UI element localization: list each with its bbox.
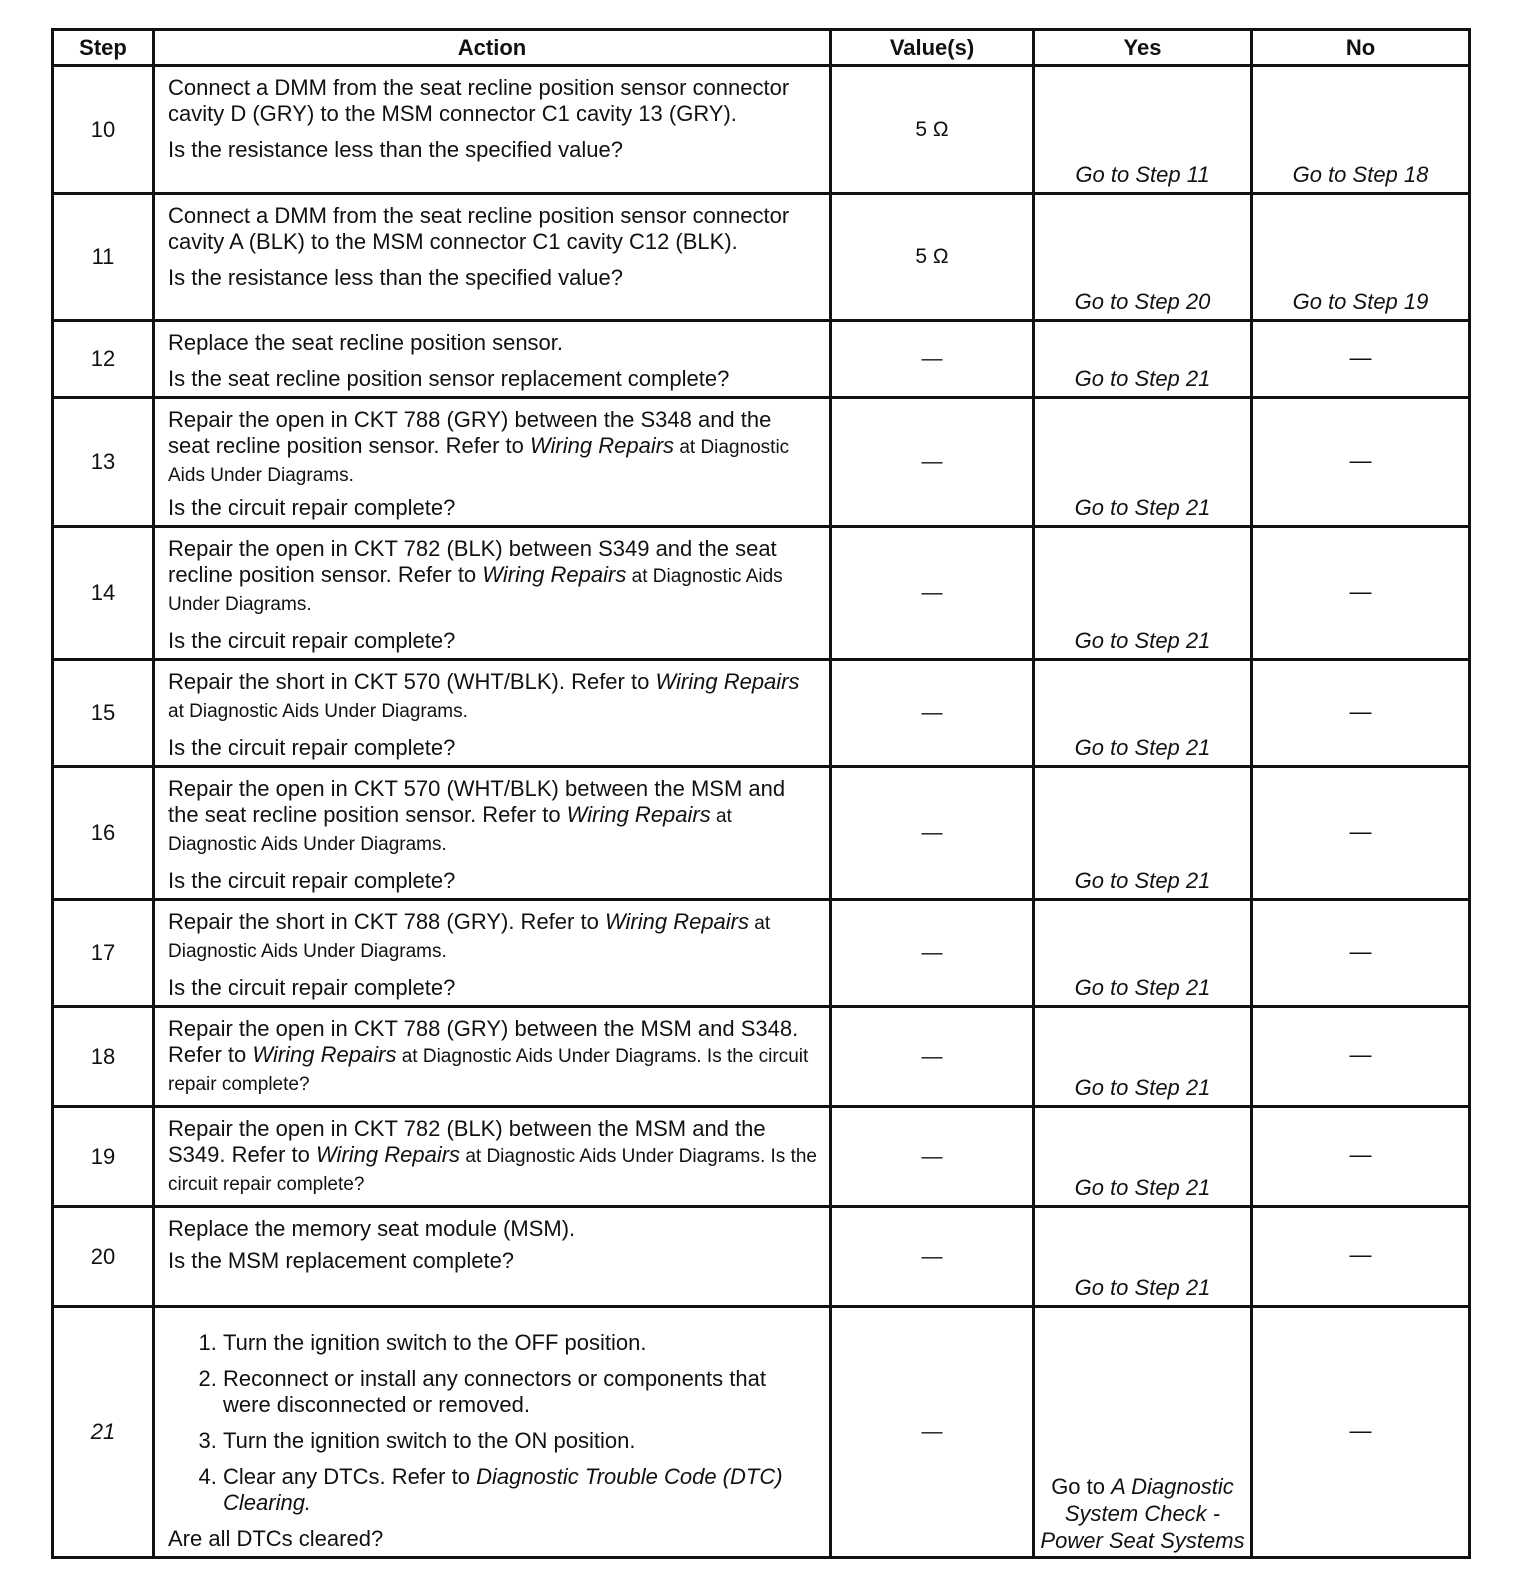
step-number: 21 <box>53 1307 154 1558</box>
yes-cell: Go to Step 21 <box>1034 1207 1252 1307</box>
value-cell: — <box>831 1107 1034 1207</box>
action-cell <box>154 767 831 900</box>
step-number: 15 <box>53 660 154 767</box>
action-question: Is the circuit repair complete? <box>168 628 456 653</box>
action-text: Connect a DMM from the seat recline position sensor connector cavity D (GRY) to the MSM connector C1 cavity 13 (GRY). <box>168 75 790 126</box>
value-cell: 5 Ω <box>831 66 1034 194</box>
action-text: Connect a DMM from the seat recline position sensor connector cavity A (BLK) to the MSM connector C1 cavity C12 (BLK). <box>168 203 790 254</box>
value-cell: — <box>831 660 1034 767</box>
no-cell: — <box>1252 660 1470 767</box>
action-text: Replace the memory seat module (MSM). <box>168 1216 576 1241</box>
no-cell: Go to Step 18 <box>1252 66 1470 194</box>
value-cell: — <box>831 1007 1034 1107</box>
action-cell <box>154 1007 831 1107</box>
yes-cell: Go to Step 21 <box>1034 1107 1252 1207</box>
action-text <box>168 776 819 858</box>
action-text-part: at Diagnostic Aids Under Diagrams. Is the circuit repair complete? <box>168 1046 809 1095</box>
header-step: Step <box>53 30 154 66</box>
action-text-part: Repair the open in CKT 782 (BLK) between S349 and the seat recline position sensor. Refer to <box>168 536 777 587</box>
action-question: Is the seat recline position sensor replacement complete? <box>168 366 730 391</box>
no-cell: — <box>1252 321 1470 398</box>
table-row <box>53 1207 1470 1307</box>
value-cell: — <box>831 1207 1034 1307</box>
action-text <box>168 407 819 489</box>
table-row <box>53 1007 1470 1107</box>
header-action: Action <box>154 30 831 66</box>
wiring-repairs-reference[interactable]: Wiring Repairs <box>315 1142 461 1167</box>
action-text <box>168 1116 819 1198</box>
table-row <box>53 194 1470 321</box>
action-cell <box>154 900 831 1007</box>
header-yes: Yes <box>1034 30 1252 66</box>
step-number: 19 <box>53 1107 154 1207</box>
action-question: Is the resistance less than the specified value? <box>168 265 623 290</box>
no-cell: — <box>1252 527 1470 660</box>
action-text <box>168 1016 819 1098</box>
no-cell: — <box>1252 398 1470 527</box>
step-number: 11 <box>53 194 154 321</box>
no-cell: — <box>1252 767 1470 900</box>
action-text-part: at Diagnostic Aids Under Diagrams. <box>168 437 790 486</box>
value-cell: — <box>831 321 1034 398</box>
no-cell: — <box>1252 1307 1470 1558</box>
table-row <box>53 66 1470 194</box>
action-text-part: Repair the open in CKT 788 (GRY) between the MSM and S348. Refer to <box>168 1016 799 1067</box>
action-text-part: at Diagnostic Aids Under Diagrams. <box>168 701 468 722</box>
dtc-clearing-reference[interactable]: Diagnostic Trouble Code (DTC) Clearing. <box>223 1464 783 1515</box>
no-cell: — <box>1252 1007 1470 1107</box>
step-number: 14 <box>53 527 154 660</box>
table-row <box>53 527 1470 660</box>
value-cell: — <box>831 900 1034 1007</box>
action-text-part: at Diagnostic Aids Under Diagrams. <box>168 806 732 855</box>
action-text-part: Repair the open in CKT 570 (WHT/BLK) between the MSM and the seat recline position sensor. Refer to <box>168 776 786 827</box>
value-cell: — <box>831 767 1034 900</box>
action-text-part: Repair the short in CKT 788 (GRY). Refer to <box>168 909 605 934</box>
table-row <box>53 660 1470 767</box>
value-cell: 5 Ω <box>831 194 1034 321</box>
action-cell <box>154 194 831 321</box>
action-text-part: at Diagnostic Aids Under Diagrams. <box>168 566 783 615</box>
step-number: 17 <box>53 900 154 1007</box>
step-number: 20 <box>53 1207 154 1307</box>
action-question: Is the MSM replacement complete? <box>168 1248 515 1273</box>
action-text <box>168 536 819 618</box>
action-cell <box>154 1107 831 1207</box>
procedure-list <box>168 1330 819 1516</box>
table-row <box>53 1107 1470 1207</box>
action-text: Replace the seat recline position sensor. <box>168 330 564 355</box>
action-question: Is the circuit repair complete? <box>168 495 456 520</box>
value-cell: — <box>831 527 1034 660</box>
yes-cell: Go to Step 21 <box>1034 900 1252 1007</box>
action-cell <box>154 1307 831 1558</box>
step-number: 13 <box>53 398 154 527</box>
action-question: Is the circuit repair complete? <box>168 868 456 893</box>
yes-cell: Go to Step 21 <box>1034 321 1252 398</box>
action-text <box>168 909 819 965</box>
header-values: Value(s) <box>831 30 1034 66</box>
no-cell: — <box>1252 1107 1470 1207</box>
action-text-part: at Diagnostic Aids Under Diagrams. <box>168 913 771 962</box>
table-row <box>53 1307 1470 1558</box>
step-number: 10 <box>53 66 154 194</box>
yes-cell: Go to Step 21 <box>1034 660 1252 767</box>
header-no: No <box>1252 30 1470 66</box>
action-cell <box>154 527 831 660</box>
no-cell: — <box>1252 1207 1470 1307</box>
diagnostic-table <box>51 28 1471 1559</box>
action-cell <box>154 321 831 398</box>
action-text-part: Repair the open in CKT 782 (BLK) between the MSM and the S349. Refer to <box>168 1116 766 1167</box>
yes-cell: Go to Step 20 <box>1034 194 1252 321</box>
yes-cell: Go to Step 21 <box>1034 1007 1252 1107</box>
yes-prefix: Go to <box>1051 1474 1112 1499</box>
step-number: 12 <box>53 321 154 398</box>
list-item: 1. Turn the ignition switch to the OFF position. <box>223 1330 819 1356</box>
action-cell <box>154 1207 831 1307</box>
table-row <box>53 321 1470 398</box>
action-question: Are all DTCs cleared? <box>168 1526 384 1551</box>
yes-cell: Go to Step 21 <box>1034 527 1252 660</box>
table-row <box>53 398 1470 527</box>
value-cell: — <box>831 1307 1034 1558</box>
no-cell: Go to Step 19 <box>1252 194 1470 321</box>
table-row <box>53 900 1470 1007</box>
yes-cell: Go to Step 21 <box>1034 398 1252 527</box>
list-item: 3. Turn the ignition switch to the ON position. <box>223 1428 819 1454</box>
wiring-repairs-reference[interactable]: Wiring Repairs <box>482 562 627 587</box>
action-cell <box>154 66 831 194</box>
list-item: 2. Reconnect or install any connectors or components that were disconnected or removed. <box>223 1366 819 1418</box>
action-cell <box>154 660 831 767</box>
action-text-part: Repair the short in CKT 570 (WHT/BLK). Refer to <box>168 669 656 694</box>
header-row <box>53 30 1470 66</box>
step-number: 16 <box>53 767 154 900</box>
list-item-text: Clear any DTCs. Refer to <box>223 1464 477 1489</box>
action-text-part: at Diagnostic Aids Under Diagrams. Is the circuit repair complete? <box>168 1146 817 1195</box>
list-item <box>223 1464 819 1516</box>
yes-cell <box>1034 1307 1252 1558</box>
action-text-part: Repair the open in CKT 788 (GRY) between the S348 and the seat recline position sensor. Refer to <box>168 407 772 458</box>
wiring-repairs-reference[interactable]: Wiring Repairs <box>655 669 800 694</box>
value-cell: — <box>831 398 1034 527</box>
wiring-repairs-reference[interactable]: Wiring Repairs <box>566 802 711 827</box>
diagnostic-system-check-reference[interactable]: A Diagnostic System Check - Power Seat Systems <box>1040 1474 1245 1553</box>
yes-cell: Go to Step 21 <box>1034 767 1252 900</box>
wiring-repairs-reference[interactable]: Wiring Repairs <box>604 909 750 934</box>
wiring-repairs-reference[interactable]: Wiring Repairs <box>529 433 675 458</box>
action-text <box>168 669 819 725</box>
action-question: Is the circuit repair complete? <box>168 975 456 1000</box>
wiring-repairs-reference[interactable]: Wiring Repairs <box>252 1042 397 1067</box>
table-row <box>53 767 1470 900</box>
action-question: Is the circuit repair complete? <box>168 735 456 760</box>
no-cell: — <box>1252 900 1470 1007</box>
step-number: 18 <box>53 1007 154 1107</box>
action-cell <box>154 398 831 527</box>
yes-cell: Go to Step 11 <box>1034 66 1252 194</box>
action-question: Is the resistance less than the specified value? <box>168 137 623 162</box>
